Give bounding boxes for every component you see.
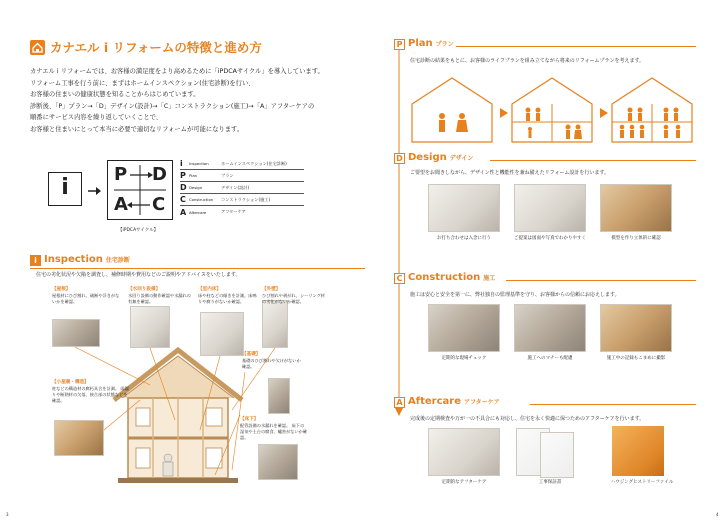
legend-jp: コンストラクション(施工) xyxy=(221,196,271,202)
legend-en: Aftercare xyxy=(189,209,207,215)
legend-jp: ホームインスペクション(住宅診断) xyxy=(221,160,287,166)
inspection-title-en: Inspection xyxy=(44,254,103,265)
callout-foundation xyxy=(242,352,302,370)
aftercare-desc: 完成後の定期検査や万が一の不具合にも対応し、住宅を永く快適に保つためのアフターケアを行います。 xyxy=(410,416,645,422)
construction-manner-photo xyxy=(514,304,586,352)
callout-attic xyxy=(52,380,130,403)
legend-en: Design xyxy=(189,185,203,190)
design-caption: お打ち合わせは入念に行う xyxy=(437,236,491,241)
callout-body: 基礎のひび割れや欠けがないか確認。 xyxy=(242,358,301,369)
construction-letter: C xyxy=(394,273,405,284)
cycle-a: A xyxy=(114,194,128,215)
construction-divider xyxy=(506,280,696,281)
legend-jp: デザイン(設計) xyxy=(221,184,250,190)
cycle-i-box: i xyxy=(48,172,82,206)
construction-check-photo xyxy=(428,304,500,352)
page-title: カナエル i リフォームの特徴と進め方 xyxy=(50,40,262,55)
cycle-caption: 【iPDCAサイクル】 xyxy=(118,228,159,233)
cycle-c: C xyxy=(152,194,166,215)
page-number-left: 3 xyxy=(6,512,9,517)
intro-line: お客様の住まいの健康状態を知ることからはじめています。 xyxy=(30,91,200,98)
process-timeline xyxy=(392,40,406,420)
legend-letter: P xyxy=(180,171,186,180)
aftercare-caption: 工事保証書 xyxy=(538,480,562,485)
callout-head: 【水回り設備】 xyxy=(128,287,161,292)
design-divider xyxy=(490,160,696,161)
callout-body: 屋根材にひび割れ、破断や浮きがないかを確認。 xyxy=(52,293,120,304)
inspection-letter: i xyxy=(30,255,41,266)
construction-caption: 定期的な現場チェック xyxy=(441,356,487,361)
history-file-photo xyxy=(612,426,664,476)
aftercare-title xyxy=(394,396,500,408)
design-title-en: Design xyxy=(408,152,447,163)
design-model-photo xyxy=(600,184,672,232)
plan-title-en: Plan xyxy=(408,38,433,49)
plan-letter: P xyxy=(394,39,405,50)
legend-jp: プラン xyxy=(221,172,234,178)
callout-body: 配管設備の水漏れを確認。 床下の湿気や土台の腐食、蟻害がないか確認。 xyxy=(240,423,308,440)
legend-en: Construction xyxy=(189,197,214,202)
intro-line: 順番にサービス内容を繰り返していくことで、 xyxy=(30,114,163,121)
design-drawings-photo xyxy=(514,184,586,232)
design-caption: ご提案は図面や写真でわかりやすく xyxy=(514,236,586,241)
construction-caption: 施工中の記録もこまめに撮影 xyxy=(606,356,666,361)
construction-title-jp: 施工 xyxy=(483,275,496,282)
design-title-jp: デザイン xyxy=(449,155,474,162)
callout-head: 【基礎】 xyxy=(242,352,261,357)
construction-desc: 施工は安心と安全を第一に、弊社独自の監理基準を守り、お客様からの信頼にお応えします。 xyxy=(410,292,620,298)
legend-letter: A xyxy=(180,207,187,217)
design-caption: 模型を作り立体的に確認 xyxy=(611,236,661,241)
intro-line: リフォーム工事を行う前に、まずはホームインスペクション(住宅診断)を行い、 xyxy=(30,79,255,87)
callout-underfloor xyxy=(240,417,308,440)
callout-body: 柱などの構造材の腐朽具合を計測。 雨漏りや断熱材の欠落、接合部の状態などを確認。 xyxy=(52,386,129,403)
design-letter: D xyxy=(394,153,405,164)
callout-water xyxy=(128,287,192,305)
intro-line: カナエル i リフォームでは、お客様の満足度をより高めるために「iPDCAサイクル」を導入しています。 xyxy=(30,68,324,75)
construction-record-photo xyxy=(600,304,672,352)
legend-en: Inspection xyxy=(189,161,209,166)
legend-letter: i xyxy=(180,159,183,168)
callout-exterior xyxy=(262,287,328,305)
plan-illustration xyxy=(408,72,698,148)
legend-letter: D xyxy=(180,183,187,192)
construction-title-en: Construction xyxy=(408,272,481,283)
cycle-p: P xyxy=(114,164,128,185)
intro-line: お客様と住まいにとって本当に必要で適切なリフォームが可能になります。 xyxy=(30,125,244,133)
aftercare-visit-photo xyxy=(428,428,500,476)
design-desc: ご要望をお聞きしながら、デザイン性と機能性を兼ね備えたリフォーム設計を行います。 xyxy=(410,170,610,176)
intro-line: 診断後、「P」プラン→「D」デザイン(設計)→「C」コンストラクション(施工)→「A」アフターケアの xyxy=(30,102,315,110)
callout-head: 【外壁】 xyxy=(262,287,281,292)
callout-interior xyxy=(198,287,260,305)
plan-title xyxy=(394,38,454,50)
inspection-title-jp: 住宅診断 xyxy=(105,257,130,264)
callout-body: ひび割れや剥がれ、シーリング材の劣化がないか確認。 xyxy=(262,293,325,304)
aftercare-title-jp: アフターケア xyxy=(463,399,500,406)
aftercare-caption: ハウジングヒストリーファイル xyxy=(610,480,674,485)
aftercare-letter: A xyxy=(394,397,405,408)
aftercare-caption: 定期的なアフターケア xyxy=(441,480,487,485)
construction-title xyxy=(394,272,495,284)
design-title xyxy=(394,152,473,164)
plan-desc: 住宅診断の結果をもとに、お客様のライフプランを組み立てながら将来のリフォームプランを考えます。 xyxy=(410,58,645,64)
aftercare-divider xyxy=(530,404,696,405)
cycle-d: D xyxy=(152,164,167,185)
page-number-right: 4 xyxy=(716,512,719,517)
construction-caption: 施工ヘのマナーも配慮 xyxy=(527,356,573,361)
warranty-document-photo xyxy=(540,432,574,478)
callout-body: 水回り設備の動作確認や水漏れの有無を確認。 xyxy=(128,293,191,304)
plan-title-jp: プラン xyxy=(435,41,454,48)
legend-jp: アフターケア xyxy=(221,209,246,214)
legend-letter: C xyxy=(180,195,186,204)
callout-roof xyxy=(52,287,122,305)
callout-head: 【屋根】 xyxy=(52,287,71,292)
aftercare-title-en: Aftercare xyxy=(408,396,461,407)
callout-head: 【小屋裏・構造】 xyxy=(52,380,89,385)
callout-body: 床や柱などの傾きを計測。床鳴りや腐りがないか確認。 xyxy=(198,293,257,304)
inspection-desc: 住宅の劣化状況や欠陥を調査し、補修時期や費用などのご説明やアドバイスをいたします。 xyxy=(36,272,241,278)
callout-head: 【室内床】 xyxy=(198,287,221,292)
design-meeting-photo xyxy=(428,184,500,232)
plan-divider xyxy=(456,46,696,47)
callout-head: 【床下】 xyxy=(240,417,259,422)
legend-en: Plan xyxy=(189,173,198,178)
